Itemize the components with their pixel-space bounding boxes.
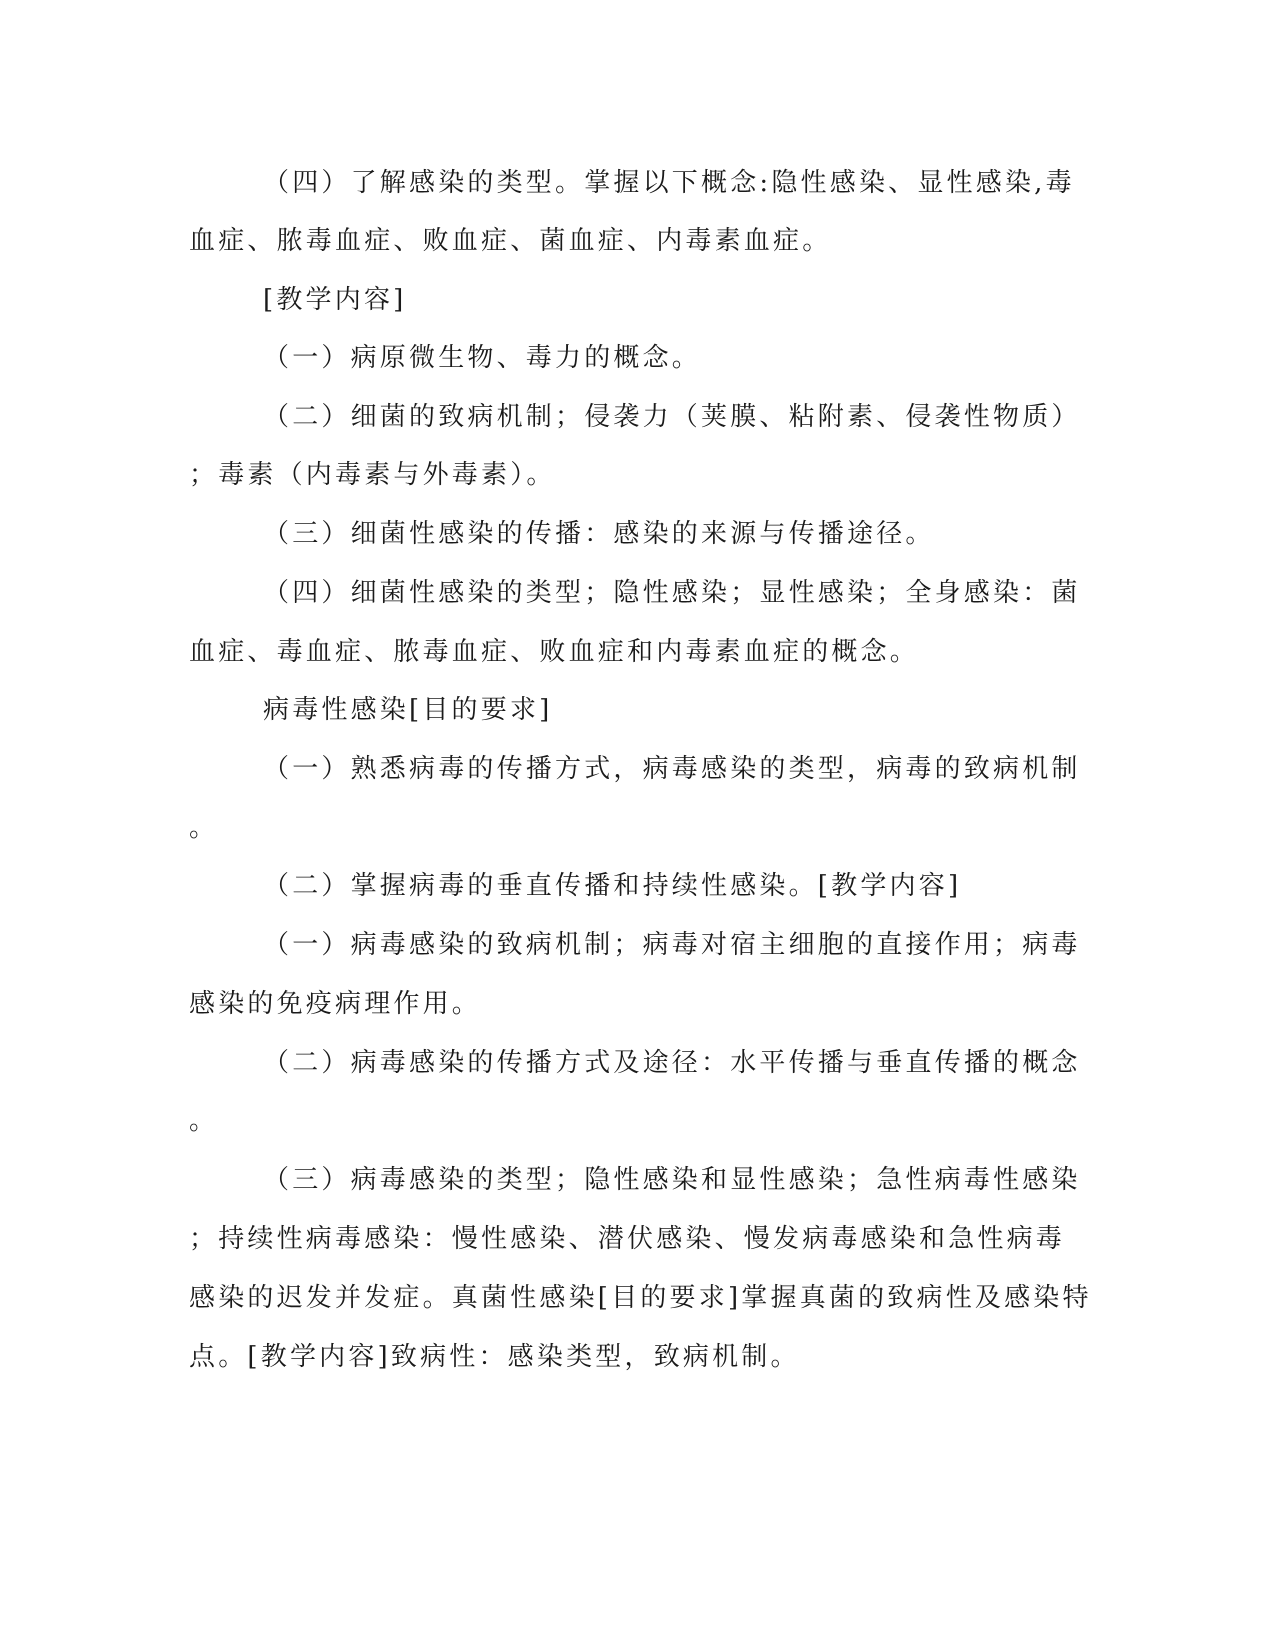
text-line: 点。[教学内容]致病性：感染类型，致病机制。 <box>189 1342 800 1372</box>
text-line: （三）病毒感染的类型；隐性感染和显性感染；急性病毒性感染 <box>263 1165 1081 1195</box>
text-line: （二）病毒感染的传播方式及途径：水平传播与垂直传播的概念 <box>263 1048 1081 1078</box>
text-line: 血症、毒血症、脓毒血症、败血症和内毒素血症的概念。 <box>189 637 920 667</box>
text-line: （二）掌握病毒的垂直传播和持续性感染。[教学内容] <box>263 871 962 901</box>
text-line: 血症、脓毒血症、败血症、菌血症、内毒素血症。 <box>189 226 832 256</box>
text-line: ；持续性病毒感染：慢性感染、潜伏感染、慢发病毒感染和急性病毒 <box>189 1224 1066 1254</box>
text-line: （二）细菌的致病机制；侵袭力（荚膜、粘附素、侵袭性物质） <box>263 402 1081 432</box>
text-line: 感染的迟发并发症。真菌性感染[目的要求]掌握真菌的致病性及感染特 <box>189 1283 1092 1313</box>
text-line: 。 <box>189 813 219 843</box>
text-line: [教学内容] <box>263 285 407 315</box>
text-line: （一）病毒感染的致病机制；病毒对宿主细胞的直接作用；病毒 <box>263 930 1081 960</box>
text-line: 。 <box>189 1106 219 1136</box>
text-line: （一）熟悉病毒的传播方式，病毒感染的类型，病毒的致病机制 <box>263 754 1081 784</box>
text-line: ；毒素（内毒素与外毒素）。 <box>189 460 556 490</box>
text-line: （四）细菌性感染的类型；隐性感染；显性感染；全身感染：菌 <box>263 578 1081 608</box>
text-line: 病毒性感染[目的要求] <box>263 695 553 725</box>
text-line: 感染的免疫病理作用。 <box>189 989 482 1019</box>
text-line: （四）了解感染的类型。掌握以下概念:隐性感染、显性感染,毒 <box>263 168 1075 198</box>
text-line: （一）病原微生物、毒力的概念。 <box>263 343 702 373</box>
text-line: （三）细菌性感染的传播：感染的来源与传播途径。 <box>263 519 935 549</box>
